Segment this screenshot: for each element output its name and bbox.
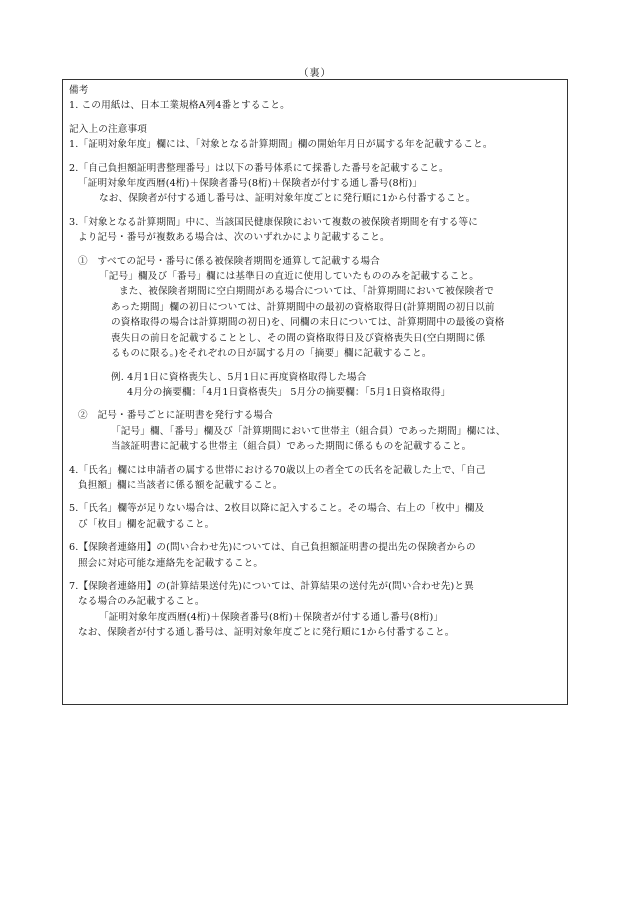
note-3-option-1: ① すべての記号・番号に係る被保険者期間を通算して記載する場合 [78,255,380,267]
note-6-cont: 照会に対応可能な連絡先を記載すること。 [78,557,264,569]
note-4: 4.「氏名」欄には申請者の属する世帯における70歳以上の者全ての氏名を記載した上で、「自己 [69,464,486,476]
notes-box [62,79,568,705]
note-5-cont: び「枚目」欄を記載すること。 [78,518,215,530]
note-2-format: 「証明対象年度西暦(4桁)＋保険者番号(8桁)＋保険者が付する通し番号(8桁)」 [78,178,423,190]
biko-heading: 備考 [69,85,89,96]
page-side-label: （裏） [298,68,332,79]
note-7-format: 「証明対象年度西暦(4桁)＋保険者番号(8桁)＋保険者が付する通し番号(8桁)」 [99,611,444,623]
note-3-option-1-line: るものに限る。)をそれぞれの日が属する月の「摘要」欄に記載すること。 [111,348,432,360]
note-6: 6.【保険者連絡用】の(問い合わせ先)については、自己負担額証明書の提出先の保険者からの [69,542,476,554]
example-heading: 例. 4月1日に資格喪失し、5月1日に再度資格取得した場合 [111,371,367,383]
note-3-option-1-line: あった期間」欄の初日については、計算期間中の最初の資格取得日(計算期間の初日以前 [111,301,495,313]
note-4-cont: 負担額」欄に当該者に係る額を記載すること。 [78,479,283,491]
note-3-option-2-line: 当該証明書に記載する世帯主（組合員）であった期間に係るものを記載すること。 [111,441,472,453]
note-7-remark: なお、保険者が付する通し番号は、証明対象年度ごとに発行順に1から付番すること。 [78,627,455,639]
note-3-option-1-line: 「記号」欄及び「番号」欄には基準日の直近に使用していたもののみを記載すること。 [99,271,480,283]
note-3-option-1-line: 喪失日の前日を記載することとし、その間の資格取得日及び資格喪失日(空白期間に係 [111,332,486,344]
note-3-option-2-line: 「記号」欄、「番号」欄及び「計算期間において世帯主（組合員）であった期間」欄には、 [111,425,506,437]
note-2-remark: なお、保険者が付する通し番号は、証明対象年度ごとに発行順に1から付番すること。 [99,193,476,205]
note-7: 7.【保険者連絡用】の(計算結果送付先)については、計算結果の送付先が(問い合わせ先)と異 [69,580,474,592]
note-3-cont: より記号・番号が複数ある場合は、次のいずれかにより記載すること。 [78,232,390,244]
note-1: 1.「証明対象年度」欄には、「対象となる計算期間」欄の開始年月日が属する年を記載すること。 [69,139,493,151]
notes-heading: 記入上の注意事項 [69,123,147,135]
note-3: 3.「対象となる計算期間」中に、当該国民健康保険において複数の被保険者期間を有する等に [69,216,478,228]
example-detail: 4月分の摘要欄：「4月1日資格喪失」 5月分の摘要欄：「5月1日資格取得」 [127,386,451,398]
biko-item-1: 1. この用紙は、日本工業規格A列4番とすること。 [69,100,290,112]
note-2: 2.「自己負担額証明書整理番号」は以下の番号体系にて採番した番号を記載すること。 [69,162,449,174]
note-3-option-1-line: また、被保険者期間に空白期間がある場合については、「計算期間において被保険者で [119,286,495,298]
note-7-cont: なる場合のみ記載すること。 [78,596,205,608]
note-5: 5.「氏名」欄等が足りない場合は、2枚目以降に記入すること。その場合、右上の「枚中」欄及 [69,503,485,515]
note-3-option-1-line: の資格取得の場合は計算期間の初日)を、同欄の末日については、計算期間中の最後の資格 [111,317,505,329]
note-3-option-2: ② 記号・番号ごとに証明書を発行する場合 [78,410,273,422]
